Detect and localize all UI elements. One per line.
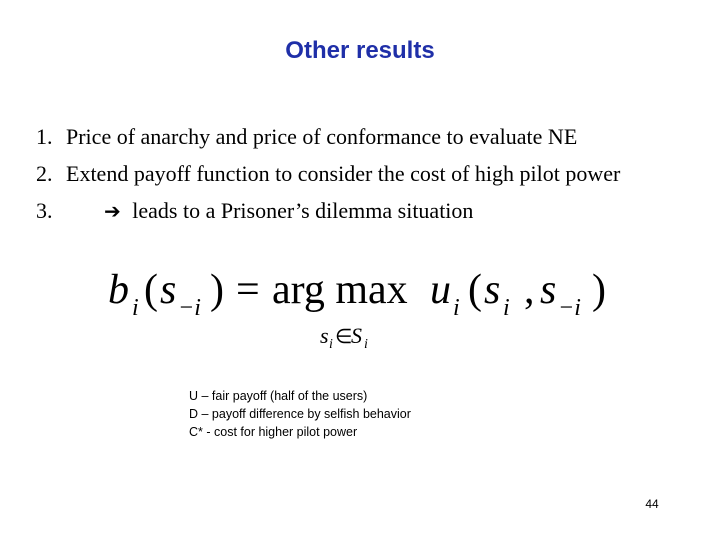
formula-s1-sub: i	[503, 295, 510, 321]
formula-paren-close: )	[210, 267, 224, 313]
formula-paren2-close: )	[592, 267, 606, 313]
list-item	[36, 192, 620, 230]
formula-argmax-set: S	[351, 323, 362, 348]
formula-equals: =	[236, 267, 260, 313]
list-text: Extend payoff function to consider the cost of high pilot power	[66, 161, 621, 186]
formula-u: u	[430, 267, 451, 313]
notes-block	[189, 387, 411, 441]
formula-b-sub: i	[132, 295, 139, 321]
slide-title: Other results	[285, 37, 435, 64]
formula-u-sub: i	[453, 295, 460, 321]
formula-paren-open: (	[144, 267, 158, 313]
page-number: 44	[645, 497, 659, 511]
list-item	[36, 118, 620, 155]
formula-argmax-s: s	[320, 323, 329, 348]
list-text: Price of anarchy and price of conformance to evaluate NE	[66, 124, 578, 149]
arrow-right-icon: ➔	[104, 199, 121, 223]
formula-argmax: arg max	[272, 267, 408, 313]
formula-b: b	[108, 267, 129, 313]
list-text: leads to a Prisoner’s dilemma situation	[132, 198, 474, 223]
list-number: 2.	[36, 161, 53, 186]
note-line: D – payoff difference by selfish behavior	[189, 407, 411, 421]
formula-argmax-set-sub: i	[364, 337, 368, 352]
list-number: 1.	[36, 124, 53, 149]
best-response-formula	[100, 255, 640, 355]
formula-argmax-in: ∈	[335, 326, 353, 348]
formula-argmax-s-sub: i	[329, 337, 333, 352]
results-list	[36, 118, 620, 230]
formula-paren2-open: (	[468, 267, 482, 313]
list-number: 3.	[36, 198, 53, 223]
formula-s1: s	[484, 267, 501, 313]
formula-s-sub: −i	[178, 295, 201, 321]
list-item	[36, 155, 620, 192]
formula-s2-sub: −i	[558, 295, 581, 321]
formula-svg	[100, 255, 640, 355]
formula-comma: ,	[524, 267, 535, 313]
note-line: C* - cost for higher pilot power	[189, 425, 358, 439]
note-line: U – fair payoff (half of the users)	[189, 389, 368, 403]
formula-s2: s	[540, 267, 557, 313]
formula-s: s	[160, 267, 177, 313]
